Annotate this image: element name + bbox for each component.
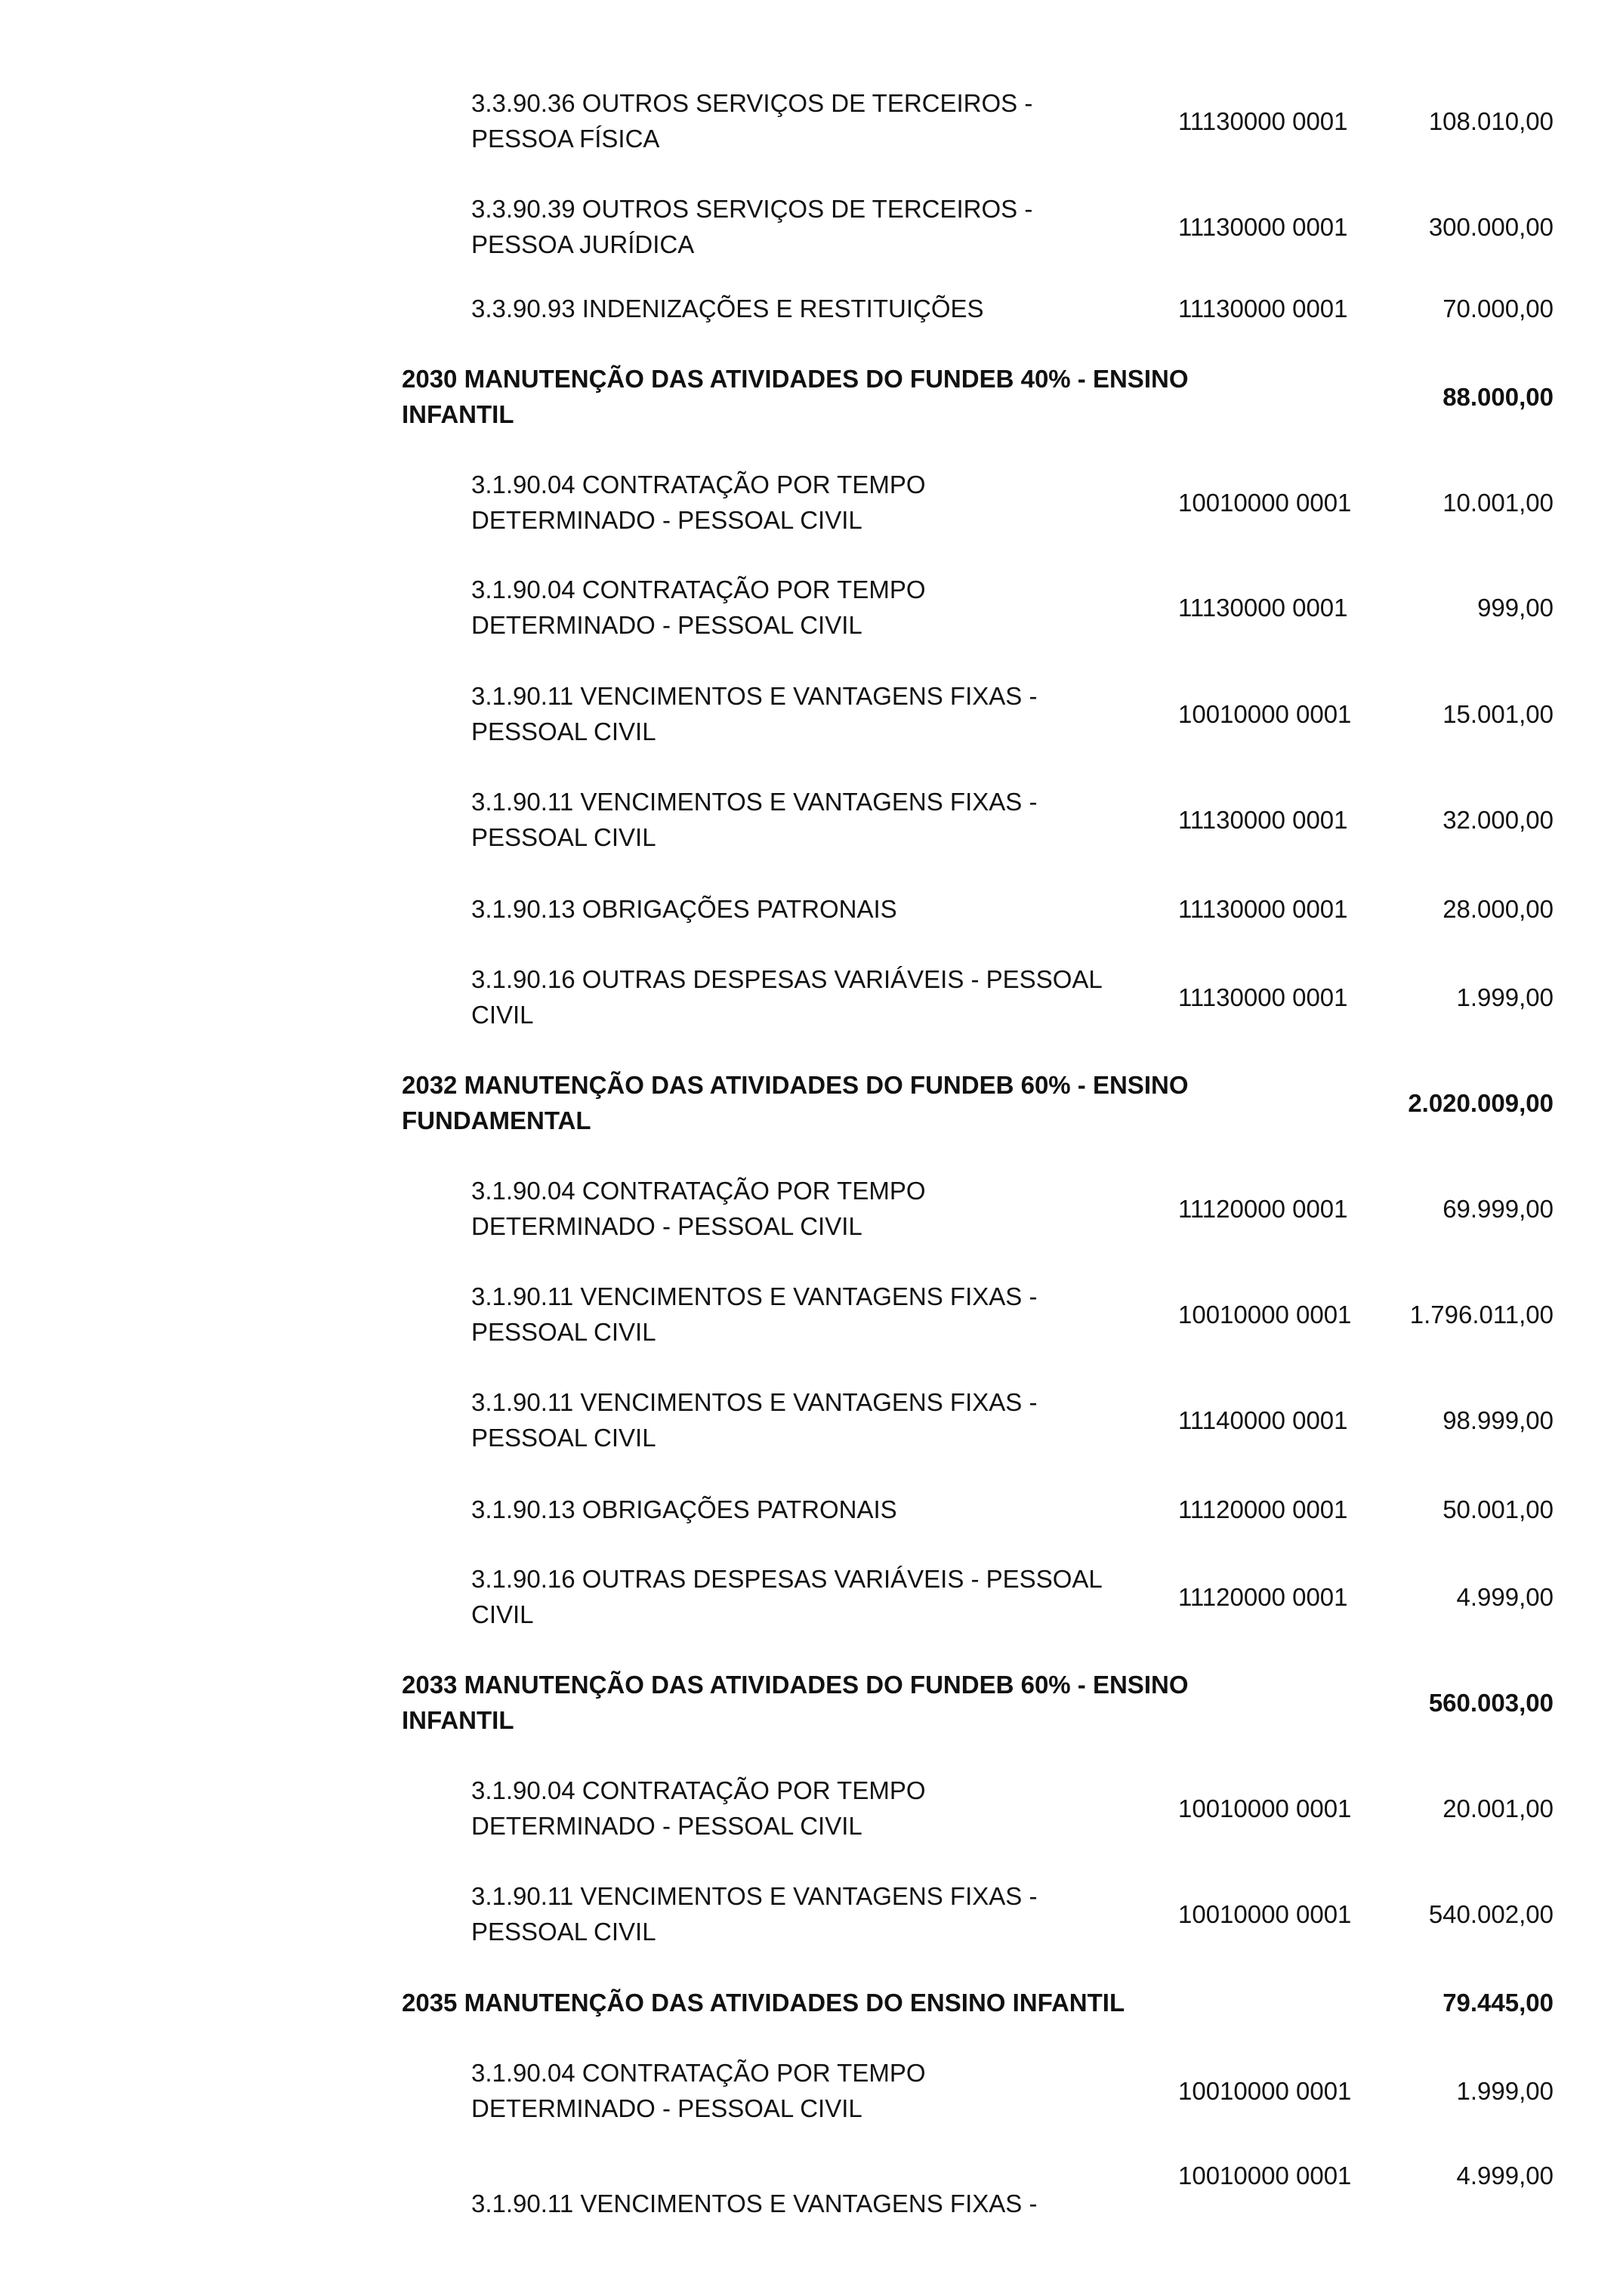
description-line: 3.1.90.11 VENCIMENTOS E VANTAGENS FIXAS - bbox=[471, 2190, 1038, 2217]
description-line: 3.1.90.11 VENCIMENTOS E VANTAGENS FIXAS - bbox=[471, 1282, 1038, 1310]
description-line: INFANTIL bbox=[402, 1706, 514, 1734]
expense-description bbox=[471, 191, 1032, 262]
expense-description bbox=[471, 85, 1032, 156]
description-line: PESSOA FÍSICA bbox=[471, 125, 660, 153]
resource-code: 11130000 0001 bbox=[1178, 593, 1348, 622]
description-line: 3.1.90.16 OUTRAS DESPESAS VARIÁVEIS - PESSOAL bbox=[471, 1565, 1103, 1593]
description-line: PESSOAL CIVIL bbox=[471, 1318, 656, 1346]
expense-description bbox=[471, 291, 984, 326]
program-total-amount: 79.445,00 bbox=[1442, 1988, 1554, 2017]
description-line: 3.1.90.16 OUTRAS DESPESAS VARIÁVEIS - PESSOAL bbox=[471, 965, 1103, 993]
description-line: 2035 MANUTENÇÃO DAS ATIVIDADES DO ENSINO INFANTIL bbox=[402, 1988, 1125, 2017]
resource-code: 11130000 0001 bbox=[1178, 983, 1348, 1011]
resource-code: 11120000 0001 bbox=[1178, 1495, 1348, 1523]
item-amount: 1.999,00 bbox=[1456, 2076, 1554, 2105]
item-amount: 540.002,00 bbox=[1428, 1899, 1554, 1928]
resource-code: 10010000 0001 bbox=[1178, 2161, 1352, 2190]
item-amount: 4.999,00 bbox=[1456, 2161, 1554, 2190]
description-line: 3.1.90.04 CONTRATAÇÃO POR TEMPO bbox=[471, 471, 926, 498]
program-title bbox=[402, 361, 1188, 432]
description-line: 3.1.90.04 CONTRATAÇÃO POR TEMPO bbox=[471, 2059, 926, 2087]
item-amount: 300.000,00 bbox=[1428, 212, 1554, 241]
item-amount: 1.999,00 bbox=[1456, 983, 1554, 1011]
resource-code: 10010000 0001 bbox=[1178, 1899, 1352, 1928]
item-amount: 69.999,00 bbox=[1442, 1194, 1554, 1223]
expense-description bbox=[471, 784, 1037, 855]
description-line: CIVIL bbox=[471, 1600, 534, 1628]
expense-description bbox=[471, 1173, 926, 1244]
resource-code: 10010000 0001 bbox=[1178, 1794, 1352, 1822]
expense-description bbox=[471, 1279, 1037, 1350]
description-line: 3.1.90.11 VENCIMENTOS E VANTAGENS FIXAS - bbox=[471, 788, 1038, 816]
resource-code: 10010000 0001 bbox=[1178, 488, 1352, 517]
program-title bbox=[402, 1067, 1188, 1138]
expense-description bbox=[471, 1561, 1103, 1632]
program-total-amount: 88.000,00 bbox=[1442, 382, 1554, 411]
description-line: 2033 MANUTENÇÃO DAS ATIVIDADES DO FUNDEB 60% - ENSINO bbox=[402, 1671, 1189, 1699]
description-line: 3.1.90.13 OBRIGAÇÕES PATRONAIS bbox=[471, 894, 897, 923]
item-amount: 98.999,00 bbox=[1442, 1406, 1554, 1434]
description-line: DETERMINADO - PESSOAL CIVIL bbox=[471, 506, 862, 534]
item-amount: 50.001,00 bbox=[1442, 1495, 1554, 1523]
item-amount: 10.001,00 bbox=[1442, 488, 1554, 517]
description-line: 3.1.90.04 CONTRATAÇÃO POR TEMPO bbox=[471, 1776, 926, 1804]
description-line: PESSOA JURÍDICA bbox=[471, 230, 695, 258]
program-total-amount: 2.020.009,00 bbox=[1408, 1088, 1554, 1117]
expense-description bbox=[471, 2055, 926, 2126]
description-line: 3.1.90.11 VENCIMENTOS E VANTAGENS FIXAS - bbox=[471, 682, 1038, 710]
description-line: 3.1.90.04 CONTRATAÇÃO POR TEMPO bbox=[471, 1177, 926, 1205]
resource-code: 11120000 0001 bbox=[1178, 1582, 1348, 1611]
item-amount: 1.796.011,00 bbox=[1409, 1300, 1554, 1329]
expense-description bbox=[471, 891, 897, 927]
description-line: CIVIL bbox=[471, 1001, 534, 1029]
resource-code: 11130000 0001 bbox=[1178, 294, 1348, 322]
resource-code: 11130000 0001 bbox=[1178, 894, 1348, 923]
description-line: PESSOAL CIVIL bbox=[471, 718, 656, 745]
program-title bbox=[402, 1667, 1188, 1738]
expense-description bbox=[471, 1492, 897, 1527]
item-amount: 15.001,00 bbox=[1442, 699, 1554, 728]
expense-description bbox=[471, 572, 926, 643]
item-amount: 20.001,00 bbox=[1442, 1794, 1554, 1822]
resource-code: 11120000 0001 bbox=[1178, 1194, 1348, 1223]
expense-description bbox=[471, 1878, 1037, 1949]
description-line: 3.1.90.11 VENCIMENTOS E VANTAGENS FIXAS - bbox=[471, 1882, 1038, 1910]
description-line: DETERMINADO - PESSOAL CIVIL bbox=[471, 2094, 862, 2122]
description-line: 3.1.90.11 VENCIMENTOS E VANTAGENS FIXAS - bbox=[471, 1388, 1038, 1416]
description-line: 2030 MANUTENÇÃO DAS ATIVIDADES DO FUNDEB 40% - ENSINO bbox=[402, 365, 1189, 393]
program-total-amount: 560.003,00 bbox=[1428, 1688, 1554, 1717]
description-line: PESSOAL CIVIL bbox=[471, 1424, 656, 1452]
expense-description bbox=[471, 1384, 1037, 1455]
description-line: 2032 MANUTENÇÃO DAS ATIVIDADES DO FUNDEB 60% - ENSINO bbox=[402, 1071, 1189, 1099]
resource-code: 11130000 0001 bbox=[1178, 106, 1348, 135]
description-line: 3.1.90.13 OBRIGAÇÕES PATRONAIS bbox=[471, 1495, 897, 1523]
description-line: FUNDAMENTAL bbox=[402, 1106, 591, 1134]
description-line: DETERMINADO - PESSOAL CIVIL bbox=[471, 1212, 862, 1240]
description-line: 3.3.90.36 OUTROS SERVIÇOS DE TERCEIROS - bbox=[471, 89, 1033, 117]
item-amount: 108.010,00 bbox=[1428, 106, 1554, 135]
resource-code: 10010000 0001 bbox=[1178, 1300, 1352, 1329]
resource-code: 11140000 0001 bbox=[1178, 1406, 1348, 1434]
expense-description bbox=[471, 1773, 926, 1844]
description-line: DETERMINADO - PESSOAL CIVIL bbox=[471, 1812, 862, 1840]
resource-code: 11130000 0001 bbox=[1178, 805, 1348, 834]
expense-description bbox=[471, 678, 1037, 749]
description-line: DETERMINADO - PESSOAL CIVIL bbox=[471, 611, 862, 639]
resource-code: 11130000 0001 bbox=[1178, 212, 1348, 241]
description-line: 3.1.90.04 CONTRATAÇÃO POR TEMPO bbox=[471, 576, 926, 603]
item-amount: 70.000,00 bbox=[1442, 294, 1554, 322]
description-line: 3.3.90.39 OUTROS SERVIÇOS DE TERCEIROS - bbox=[471, 195, 1033, 223]
item-amount: 4.999,00 bbox=[1456, 1582, 1554, 1611]
expense-description bbox=[471, 961, 1103, 1032]
item-amount: 999,00 bbox=[1477, 593, 1554, 622]
description-line: INFANTIL bbox=[402, 400, 514, 428]
program-title bbox=[402, 1985, 1125, 2020]
resource-code: 10010000 0001 bbox=[1178, 2076, 1352, 2105]
resource-code: 10010000 0001 bbox=[1178, 699, 1352, 728]
expense-description bbox=[471, 2186, 1037, 2221]
expense-description bbox=[471, 467, 926, 538]
description-line: PESSOAL CIVIL bbox=[471, 823, 656, 851]
description-line: PESSOAL CIVIL bbox=[471, 1918, 656, 1946]
description-line: 3.3.90.93 INDENIZAÇÕES E RESTITUIÇÕES bbox=[471, 294, 984, 322]
item-amount: 32.000,00 bbox=[1442, 805, 1554, 834]
item-amount: 28.000,00 bbox=[1442, 894, 1554, 923]
